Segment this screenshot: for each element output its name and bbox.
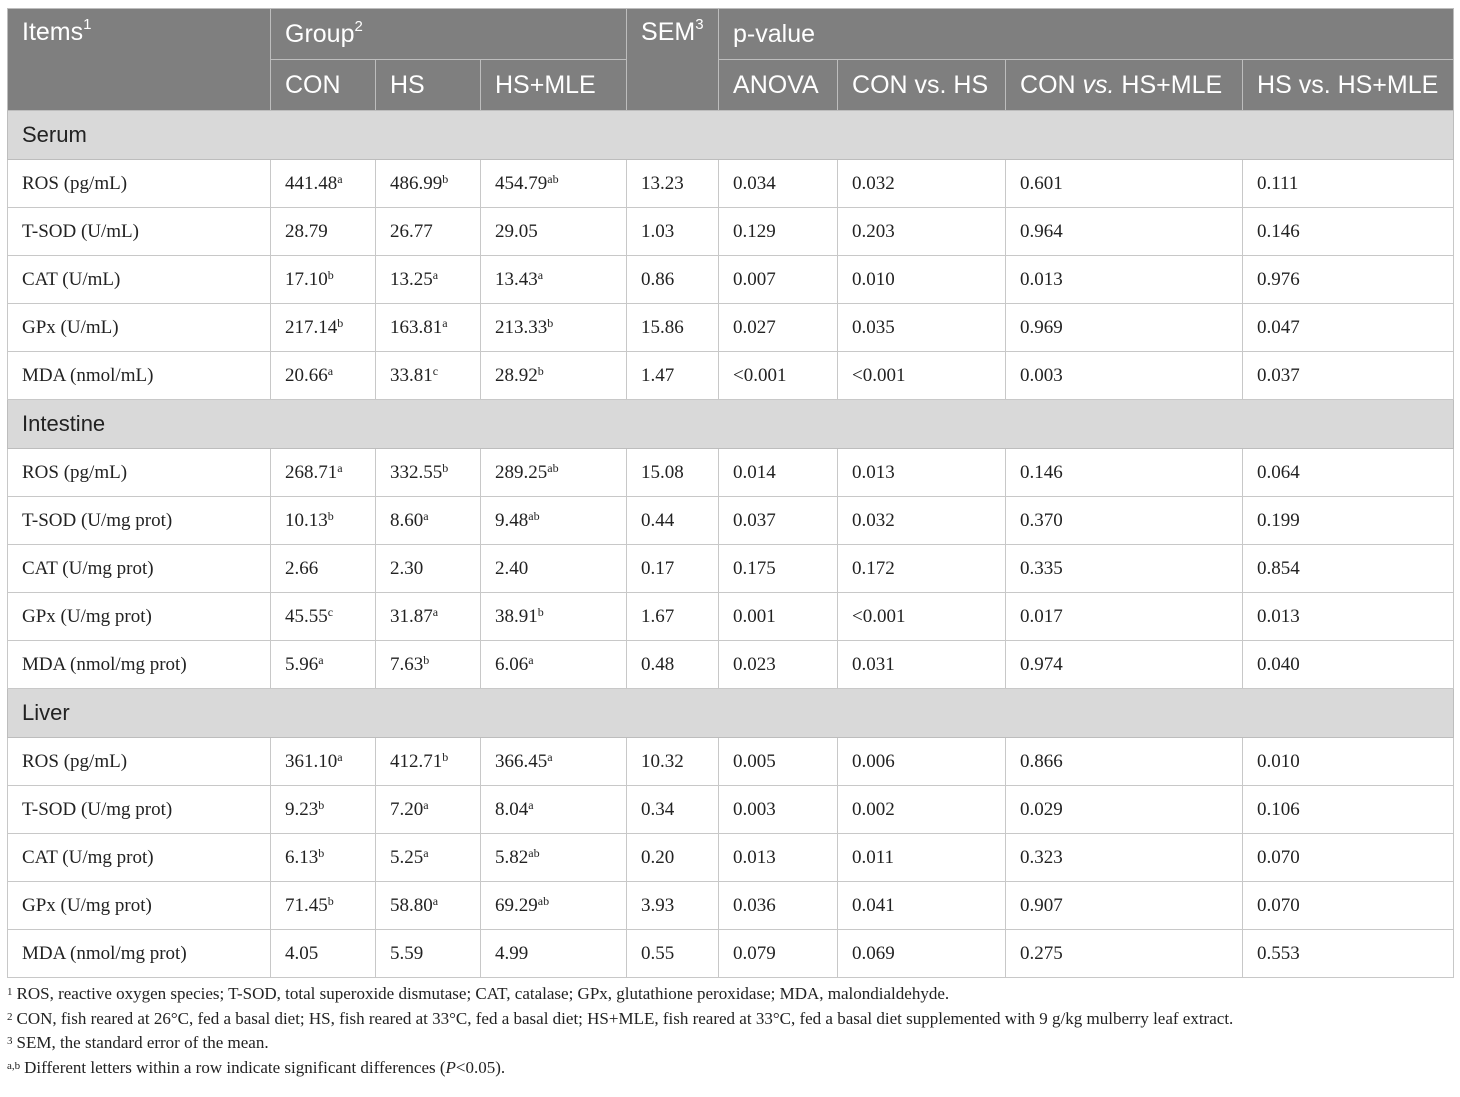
cell-con: 6.13$^b$: [271, 834, 376, 882]
cell-con-vs-hs: 0.032: [838, 160, 1006, 208]
cell-item: T-SOD (U/mL): [8, 208, 271, 256]
cell-anova: 0.034: [719, 160, 838, 208]
significance-letter: a: [528, 797, 534, 812]
cell-hs: 412.71$^b$: [376, 738, 481, 786]
table-row: [8, 208, 1454, 256]
significance-letter: a: [337, 749, 343, 764]
cell-sem: 10.32: [627, 738, 719, 786]
significance-letter: ab: [528, 845, 540, 860]
cell-con-vs-hsmle: 0.017: [1006, 593, 1243, 641]
cell-hs: 332.55$^b$: [376, 449, 481, 497]
significance-letter: b: [547, 315, 554, 330]
cell-hsmle: 2.40: [481, 545, 627, 593]
cell-hs: 5.25$^a$: [376, 834, 481, 882]
table-body: [8, 111, 1454, 978]
cell-con-vs-hsmle: 0.907: [1006, 882, 1243, 930]
significance-letter: a: [528, 652, 534, 667]
cell-sem: 13.23: [627, 160, 719, 208]
significance-letter: b: [423, 652, 430, 667]
cell-hsmle: 28.92$^b$: [481, 352, 627, 400]
cell-anova: 0.037: [719, 497, 838, 545]
section-label: Liver: [8, 689, 1454, 738]
cell-item: T-SOD (U/mg prot): [8, 786, 271, 834]
cell-hsmle: 38.91$^b$: [481, 593, 627, 641]
cell-sem: 0.34: [627, 786, 719, 834]
significance-letter: a: [432, 604, 439, 619]
header-hs: HS: [376, 60, 481, 111]
cell-anova: 0.023: [719, 641, 838, 689]
significance-letter: b: [537, 604, 544, 619]
significance-letter: a: [423, 845, 429, 860]
cell-hsmle: 13.43$^a$: [481, 256, 627, 304]
significance-letter: a: [547, 749, 553, 764]
table-row: [8, 593, 1454, 641]
table-row: [8, 882, 1454, 930]
cell-hs: 163.81$^a$: [376, 304, 481, 352]
cell-item: CAT (U/mL): [8, 256, 271, 304]
cell-hsmle: 6.06$^a$: [481, 641, 627, 689]
table-row: [8, 160, 1454, 208]
cell-con-vs-hsmle: 0.335: [1006, 545, 1243, 593]
cell-con-vs-hs: 0.069: [838, 930, 1006, 978]
significance-letter: a: [432, 267, 439, 282]
cell-item: GPx (U/mg prot): [8, 593, 271, 641]
cell-con-vs-hs: 0.203: [838, 208, 1006, 256]
cell-sem: 15.08: [627, 449, 719, 497]
cell-hs-vs-hsmle: 0.010: [1243, 738, 1454, 786]
table-row: [8, 497, 1454, 545]
cell-item: MDA (nmol/mg prot): [8, 930, 271, 978]
section-label: Intestine: [8, 400, 1454, 449]
cell-con: 45.55$^c$: [271, 593, 376, 641]
significance-letter: a: [337, 171, 343, 186]
significance-letter: ab: [547, 171, 559, 186]
cell-con-vs-hs: 0.035: [838, 304, 1006, 352]
cell-con-vs-hs: 0.032: [838, 497, 1006, 545]
cell-sem: 0.55: [627, 930, 719, 978]
cell-hs: 58.80$^a$: [376, 882, 481, 930]
cell-anova: 0.129: [719, 208, 838, 256]
significance-letter: c: [327, 604, 334, 619]
table-row: [8, 545, 1454, 593]
cell-hs: 33.81$^c$: [376, 352, 481, 400]
cell-item: GPx (U/mg prot): [8, 882, 271, 930]
cell-hs-vs-hsmle: 0.070: [1243, 882, 1454, 930]
header-con-vs-hs: CON vs. HS: [838, 60, 1006, 111]
cell-sem: 3.93: [627, 882, 719, 930]
cell-hs-vs-hsmle: 0.070: [1243, 834, 1454, 882]
cell-hs: 7.63$^b$: [376, 641, 481, 689]
results-table: [7, 8, 1454, 978]
cell-item: CAT (U/mg prot): [8, 545, 271, 593]
cell-hs-vs-hsmle: 0.047: [1243, 304, 1454, 352]
cell-hsmle: 213.33$^b$: [481, 304, 627, 352]
cell-hs: 8.60$^a$: [376, 497, 481, 545]
cell-hs: 486.99$^b$: [376, 160, 481, 208]
header-pvalue: p-value: [719, 9, 1454, 60]
cell-con: 9.23$^b$: [271, 786, 376, 834]
cell-con: 361.10$^a$: [271, 738, 376, 786]
section-label: Serum: [8, 111, 1454, 160]
cell-hs-vs-hsmle: 0.106: [1243, 786, 1454, 834]
significance-letter: c: [432, 363, 439, 378]
cell-sem: 1.03: [627, 208, 719, 256]
footnote-4: $^{a,b}$ Different letters within a row indicate significant differences (P<0.05).: [7, 1057, 506, 1077]
cell-anova: 0.007: [719, 256, 838, 304]
cell-con: 2.66: [271, 545, 376, 593]
cell-hs-vs-hsmle: 0.040: [1243, 641, 1454, 689]
cell-hs-vs-hsmle: 0.013: [1243, 593, 1454, 641]
cell-hs: 5.59: [376, 930, 481, 978]
cell-item: MDA (nmol/mg prot): [8, 641, 271, 689]
header-sem: SEM$^3$: [627, 9, 719, 111]
cell-item: ROS (pg/mL): [8, 160, 271, 208]
cell-item: GPx (U/mL): [8, 304, 271, 352]
cell-con-vs-hsmle: 0.370: [1006, 497, 1243, 545]
significance-letter: b: [327, 267, 334, 282]
cell-hsmle: 366.45$^a$: [481, 738, 627, 786]
significance-letter: b: [337, 315, 344, 330]
cell-con-vs-hsmle: 0.974: [1006, 641, 1243, 689]
significance-letter: a: [537, 267, 544, 282]
cell-anova: 0.079: [719, 930, 838, 978]
cell-con-vs-hs: 0.172: [838, 545, 1006, 593]
cell-anova: <0.001: [719, 352, 838, 400]
table-row: [8, 738, 1454, 786]
cell-con-vs-hsmle: 0.964: [1006, 208, 1243, 256]
cell-sem: 0.17: [627, 545, 719, 593]
footnote-1: $^1$ ROS, reactive oxygen species; T-SOD, total superoxide dismutase; CAT, catalase; GPx, glutathione peroxidase; MDA, malondialdehyde.: [7, 984, 950, 1003]
cell-hsmle: 69.29$^{ab}$: [481, 882, 627, 930]
table-row: [8, 834, 1454, 882]
cell-con: 17.10$^b$: [271, 256, 376, 304]
cell-con-vs-hs: <0.001: [838, 593, 1006, 641]
significance-letter: b: [442, 171, 449, 186]
cell-anova: 0.013: [719, 834, 838, 882]
cell-con-vs-hs: 0.002: [838, 786, 1006, 834]
cell-anova: 0.005: [719, 738, 838, 786]
section-header-liver: [8, 689, 1454, 738]
cell-hs-vs-hsmle: 0.854: [1243, 545, 1454, 593]
cell-anova: 0.001: [719, 593, 838, 641]
cell-hsmle: 454.79$^{ab}$: [481, 160, 627, 208]
significance-letter: a: [318, 652, 324, 667]
table-row: [8, 786, 1454, 834]
cell-hs-vs-hsmle: 0.199: [1243, 497, 1454, 545]
cell-hsmle: 289.25$^{ab}$: [481, 449, 627, 497]
cell-hs: 13.25$^a$: [376, 256, 481, 304]
cell-hs-vs-hsmle: 0.064: [1243, 449, 1454, 497]
table-row: [8, 930, 1454, 978]
cell-anova: 0.003: [719, 786, 838, 834]
table-row: [8, 449, 1454, 497]
significance-letter: a: [442, 315, 448, 330]
table-row: [8, 352, 1454, 400]
cell-con: 217.14$^b$: [271, 304, 376, 352]
cell-item: T-SOD (U/mg prot): [8, 497, 271, 545]
cell-con: 10.13$^b$: [271, 497, 376, 545]
footnotes: [7, 982, 1453, 1080]
cell-sem: 0.48: [627, 641, 719, 689]
cell-item: ROS (pg/mL): [8, 449, 271, 497]
footnote-3: $^3$ SEM, the standard error of the mean.: [7, 1033, 269, 1052]
cell-anova: 0.175: [719, 545, 838, 593]
cell-con: 20.66$^a$: [271, 352, 376, 400]
table-row: [8, 304, 1454, 352]
cell-item: MDA (nmol/mL): [8, 352, 271, 400]
cell-con-vs-hsmle: 0.323: [1006, 834, 1243, 882]
cell-con-vs-hsmle: 0.969: [1006, 304, 1243, 352]
cell-con-vs-hsmle: 0.275: [1006, 930, 1243, 978]
cell-sem: 0.44: [627, 497, 719, 545]
header-hs-vs-hsmle: HS vs. HS+MLE: [1243, 60, 1454, 111]
cell-hsmle: 29.05: [481, 208, 627, 256]
cell-hs: 31.87$^a$: [376, 593, 481, 641]
header-items: Items$^1$: [8, 9, 271, 111]
cell-sem: 0.86: [627, 256, 719, 304]
cell-hs: 26.77: [376, 208, 481, 256]
section-header-serum: [8, 111, 1454, 160]
cell-con-vs-hsmle: 0.003: [1006, 352, 1243, 400]
header-con-vs-hsmle: CON vs. HS+MLE: [1006, 60, 1243, 111]
significance-letter: b: [537, 363, 544, 378]
header-anova: ANOVA: [719, 60, 838, 111]
significance-letter: b: [318, 797, 325, 812]
cell-con: 28.79: [271, 208, 376, 256]
cell-con: 4.05: [271, 930, 376, 978]
cell-con: 441.48$^a$: [271, 160, 376, 208]
significance-letter: a: [432, 893, 439, 908]
cell-hs: 7.20$^a$: [376, 786, 481, 834]
cell-sem: 0.20: [627, 834, 719, 882]
cell-hs-vs-hsmle: 0.976: [1243, 256, 1454, 304]
cell-con-vs-hsmle: 0.601: [1006, 160, 1243, 208]
cell-hsmle: 9.48$^{ab}$: [481, 497, 627, 545]
significance-letter: a: [327, 363, 334, 378]
cell-hs-vs-hsmle: 0.037: [1243, 352, 1454, 400]
cell-con-vs-hsmle: 0.866: [1006, 738, 1243, 786]
cell-con-vs-hsmle: 0.029: [1006, 786, 1243, 834]
cell-item: ROS (pg/mL): [8, 738, 271, 786]
cell-sem: 1.47: [627, 352, 719, 400]
cell-con-vs-hs: 0.006: [838, 738, 1006, 786]
cell-con: 71.45$^b$: [271, 882, 376, 930]
significance-letter: a: [337, 460, 343, 475]
footnote-2: $^2$ CON, fish reared at 26°C, fed a basal diet; HS, fish reared at 33°C, fed a basal diet; HS+MLE, fish reared at 33°C, fed a basal diet supplemented with 9 g/kg mulberry leaf extract.: [7, 1008, 1234, 1028]
cell-anova: 0.036: [719, 882, 838, 930]
significance-letter: b: [327, 893, 334, 908]
cell-con-vs-hs: 0.010: [838, 256, 1006, 304]
cell-con-vs-hs: <0.001: [838, 352, 1006, 400]
significance-letter: a: [423, 508, 429, 523]
table-container: [7, 8, 1453, 1080]
cell-con: 5.96$^a$: [271, 641, 376, 689]
table-row: [8, 641, 1454, 689]
cell-hs-vs-hsmle: 0.553: [1243, 930, 1454, 978]
cell-anova: 0.014: [719, 449, 838, 497]
significance-letter: ab: [537, 893, 550, 908]
cell-con-vs-hs: 0.011: [838, 834, 1006, 882]
cell-hs-vs-hsmle: 0.146: [1243, 208, 1454, 256]
header-con: CON: [271, 60, 376, 111]
cell-item: CAT (U/mg prot): [8, 834, 271, 882]
significance-letter: b: [318, 845, 325, 860]
cell-anova: 0.027: [719, 304, 838, 352]
cell-hsmle: 5.82$^{ab}$: [481, 834, 627, 882]
table-header: [8, 9, 1454, 111]
cell-con-vs-hs: 0.031: [838, 641, 1006, 689]
significance-letter: ab: [547, 460, 559, 475]
significance-letter: ab: [528, 508, 540, 523]
significance-letter: b: [327, 508, 334, 523]
cell-sem: 15.86: [627, 304, 719, 352]
significance-letter: a: [423, 797, 429, 812]
cell-hs: 2.30: [376, 545, 481, 593]
section-header-intestine: [8, 400, 1454, 449]
header-hsmle: HS+MLE: [481, 60, 627, 111]
cell-hsmle: 4.99: [481, 930, 627, 978]
cell-con: 268.71$^a$: [271, 449, 376, 497]
cell-sem: 1.67: [627, 593, 719, 641]
cell-con-vs-hsmle: 0.013: [1006, 256, 1243, 304]
cell-hsmle: 8.04$^a$: [481, 786, 627, 834]
significance-letter: b: [442, 460, 449, 475]
significance-letter: b: [442, 749, 449, 764]
header-group: Group$^2$: [271, 9, 627, 60]
table-row: [8, 256, 1454, 304]
cell-con-vs-hsmle: 0.146: [1006, 449, 1243, 497]
cell-hs-vs-hsmle: 0.111: [1243, 160, 1454, 208]
cell-con-vs-hs: 0.013: [838, 449, 1006, 497]
cell-con-vs-hs: 0.041: [838, 882, 1006, 930]
